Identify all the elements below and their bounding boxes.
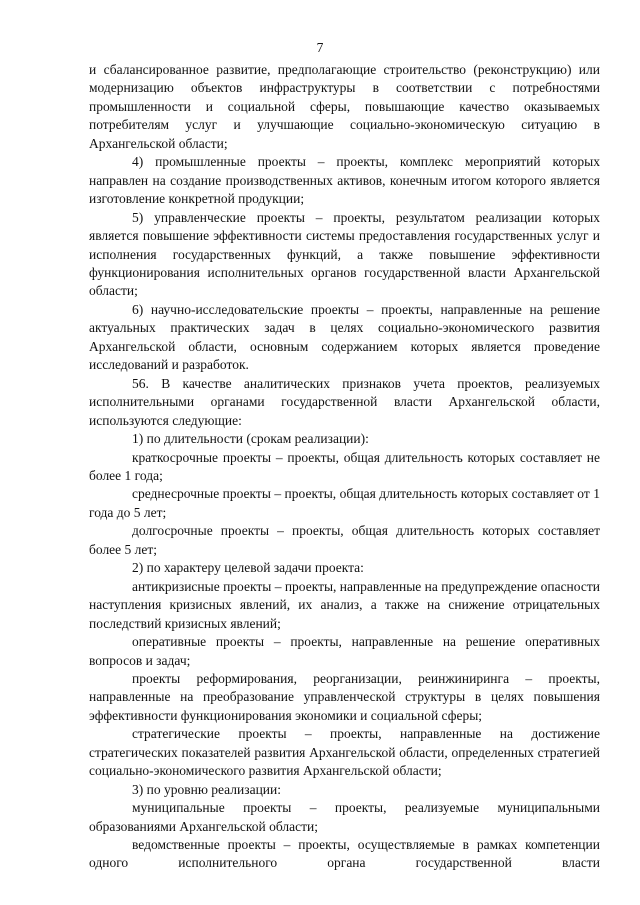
paragraph: проекты реформирования, реорганизации, реинжиниринга – проекты, направленные на преобразование управленческой структуры в целях повышения эффективности функционирования экономики и социальной сферы; [89, 670, 600, 723]
paragraph: 2) по характеру целевой задачи проекта: [132, 560, 364, 576]
paragraph: долгосрочные проекты – проекты, общая длительность которых составляет более 5 лет; [89, 523, 600, 557]
paragraph: 6) научно-исследовательские проекты – проекты, направленные на решение актуальных практических задач в целях социально-экономического развития Архангельской области, основным содержанием которых является проведение исследований и разработок. [89, 301, 600, 373]
paragraph: краткосрочные проекты – проекты, общая длительность которых составляет не более 1 года; [89, 449, 600, 483]
paragraph: 1) по длительности (срокам реализации): [132, 431, 369, 447]
page-number: 7 [316, 40, 324, 55]
paragraph: 5) управленческие проекты – проекты, результатом реализации которых является повышение эффективности системы предоставления государственных услуг и исполнения государственных функций, а также повышение эффективности функционирования исполнительных органов государственной власти Архангельской области; [89, 209, 600, 299]
paragraph: среднесрочные проекты – проекты, общая длительность которых составляет от 1 года до 5 лет; [89, 486, 600, 520]
paragraph: 4) промышленные проекты – проекты, комплекс мероприятий которых направлен на создание производственных активов, конечным итогом которого является изготовление конкретной продукции; [89, 154, 600, 207]
paragraph: 3) по уровню реализации: [132, 781, 282, 797]
document-body [89, 61, 600, 873]
paragraph: 56. В качестве аналитических признаков учета проектов, реализуемых исполнительными органами государственной власти Архангельской области, используются следующие: [89, 375, 600, 428]
paragraph: антикризисные проекты – проекты, направленные на предупреждение опасности наступления кризисных явлений, их анализ, а также на снижение отрицательных последствий кризисных явлений; [89, 578, 600, 631]
paragraph: муниципальные проекты – проекты, реализуемые муниципальными образованиями Архангельской области; [89, 800, 600, 834]
paragraph: оперативные проекты – проекты, направленные на решение оперативных вопросов и задач; [89, 634, 600, 668]
paragraph: и сбалансированное развитие, предполагающие строительство (реконструкцию) или модернизацию объектов инфраструктуры в соответствии с потребностями промышленности и социальной сферы, повышающие качество оказываемых потребителям услуг и улучшающие социально-экономическую ситуацию в Архангельской области; [89, 62, 600, 151]
paragraph: стратегические проекты – проекты, направленные на достижение стратегических показателей развития Архангельской области, определенных стратегией социально-экономического развития Архангельской области; [89, 726, 600, 779]
paragraph: ведомственные проекты – проекты, осуществляемые в рамках компетенции одного исполнительного органа государственной власти [89, 837, 600, 871]
